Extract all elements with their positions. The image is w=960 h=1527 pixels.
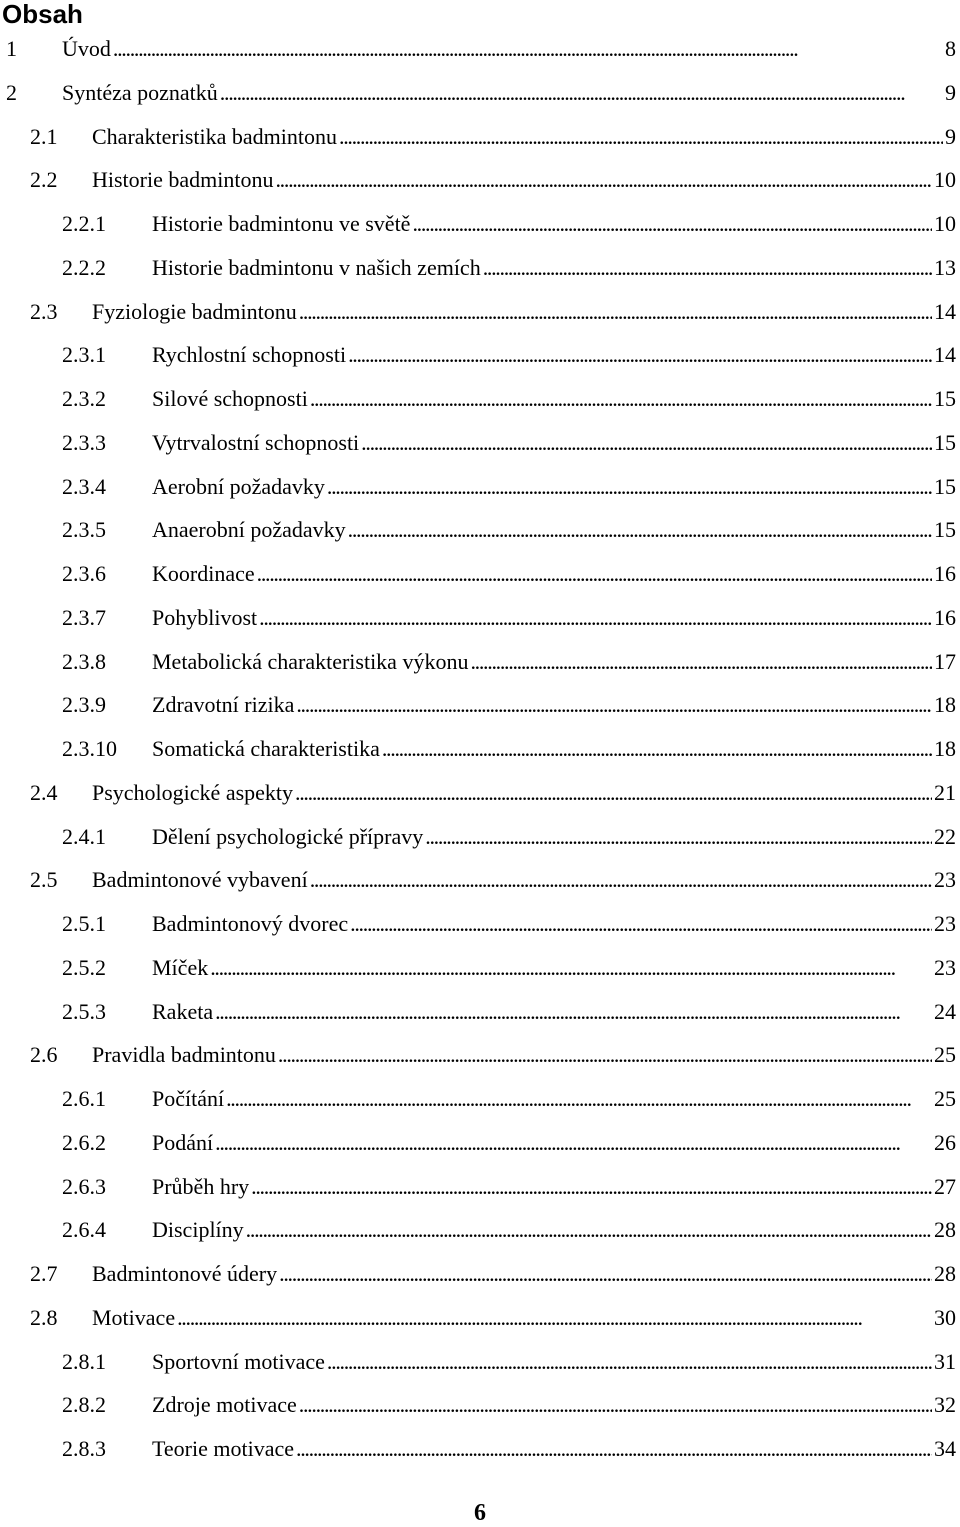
toc-entry-label: Sportovní motivace [152, 1348, 325, 1374]
toc-entry[interactable] [0, 1208, 960, 1252]
toc-entry-label: Charakteristika badmintonu [92, 123, 337, 149]
toc-entry[interactable] [0, 1383, 960, 1427]
toc-entry-page: 23 [934, 911, 956, 936]
toc-entry[interactable] [0, 858, 960, 902]
toc-dot-leader [177, 1296, 932, 1340]
toc-entry-number: 2.3.10 [62, 736, 117, 761]
toc-dot-leader [296, 1427, 932, 1471]
toc-entry-label: Anaerobní požadavky [152, 517, 346, 543]
toc-entry-number: 2.2.1 [62, 211, 106, 236]
toc-entry-number: 2.6.1 [62, 1086, 106, 1111]
toc-entry-number: 2.8 [30, 1304, 58, 1330]
toc-entry[interactable] [0, 377, 960, 421]
toc-entry-number: 2.3.9 [62, 692, 106, 718]
toc-entry-label: Fyziologie badmintonu [92, 298, 297, 324]
toc-entry-page: 16 [934, 561, 956, 586]
toc-entry[interactable] [0, 946, 960, 990]
toc-entry-number: 2.2.2 [62, 254, 106, 280]
toc-entry-page: 18 [934, 736, 956, 761]
toc-entry-number: 2.5.2 [62, 954, 106, 980]
toc-entry-page: 25 [934, 1042, 956, 1068]
toc-entry[interactable] [0, 815, 960, 859]
toc-dot-leader [327, 1340, 932, 1384]
toc-entry-page: 8 [945, 36, 956, 61]
toc-entry-page: 23 [934, 954, 956, 980]
toc-dot-leader [215, 1121, 932, 1165]
toc-entry-page: 26 [934, 1129, 956, 1155]
toc-entry-label: Teorie motivace [152, 1436, 295, 1461]
toc-entry-label: Pohyblivost [152, 604, 258, 630]
page-number: 6 [474, 1500, 486, 1526]
toc-dot-leader [295, 771, 932, 815]
toc-entry-label: Dělení psychologické přípravy [152, 823, 424, 849]
toc-entry-label: Míček [152, 954, 209, 980]
toc-entry-label: Disciplíny [152, 1217, 244, 1243]
toc-entry-number: 2.3.7 [62, 604, 106, 630]
toc-entry-number: 2.5 [30, 867, 58, 893]
toc-dot-leader [279, 1252, 932, 1296]
toc-entry-number: 2.3 [30, 298, 58, 324]
toc-entry-label: Silové schopnosti [152, 386, 308, 411]
toc-entry[interactable] [0, 902, 960, 946]
toc-entry-number: 2.8.1 [62, 1348, 106, 1374]
toc-entry-page: 24 [934, 998, 956, 1024]
toc-dot-leader [350, 902, 932, 946]
toc-entry[interactable] [0, 202, 960, 246]
toc-entry-page: 31 [934, 1348, 956, 1374]
toc-entry-number: 2.5.1 [62, 911, 106, 936]
toc-entry-label: Motivace [92, 1304, 176, 1330]
toc-entry-page: 17 [934, 648, 956, 674]
toc-entry-number: 2.3.1 [62, 342, 106, 368]
toc-dot-leader [275, 158, 932, 202]
toc-entry-number: 2.3.3 [62, 429, 106, 455]
toc-entry-page: 9 [945, 123, 956, 149]
toc-entry-label: Badmintonový dvorec [152, 911, 349, 936]
toc-dot-leader [339, 115, 943, 159]
toc-entry[interactable] [0, 1252, 960, 1296]
table-of-contents [0, 27, 960, 1471]
toc-entry-page: 23 [934, 867, 956, 893]
toc-entry[interactable] [0, 246, 960, 290]
toc-entry[interactable] [0, 596, 960, 640]
toc-entry-label: Aerobní požadavky [152, 473, 325, 499]
toc-dot-leader [220, 71, 943, 115]
toc-entry[interactable] [0, 683, 960, 727]
toc-entry-page: 14 [934, 298, 956, 324]
toc-entry-number: 2.6.4 [62, 1217, 106, 1243]
toc-entry[interactable] [0, 1165, 960, 1209]
toc-entry-page: 28 [934, 1217, 956, 1243]
toc-dot-leader [348, 508, 932, 552]
toc-entry[interactable] [0, 771, 960, 815]
toc-entry[interactable] [0, 1077, 960, 1121]
toc-entry-number: 2.3.8 [62, 648, 106, 674]
toc-entry[interactable] [0, 333, 960, 377]
toc-entry-label: Historie badmintonu [92, 167, 274, 193]
toc-entry[interactable] [0, 508, 960, 552]
toc-dot-leader [113, 27, 943, 71]
toc-entry-number: 2 [6, 79, 17, 105]
toc-entry-page: 30 [934, 1304, 956, 1330]
toc-entry-page: 15 [934, 473, 956, 499]
toc-entry-page: 15 [934, 386, 956, 411]
toc-entry[interactable] [0, 1427, 960, 1471]
toc-dot-leader [246, 1208, 932, 1252]
toc-entry[interactable] [0, 115, 960, 159]
toc-entry-label: Historie badmintonu v našich zemích [152, 254, 481, 280]
toc-dot-leader [210, 946, 932, 990]
toc-entry-label: Badmintonové údery [92, 1261, 278, 1286]
toc-entry-number: 2.1 [30, 123, 58, 149]
toc-dot-leader [425, 815, 932, 859]
toc-entry-label: Úvod [62, 36, 111, 61]
toc-entry-label: Somatická charakteristika [152, 736, 380, 761]
toc-entry[interactable] [0, 990, 960, 1034]
toc-entry-label: Pravidla badmintonu [92, 1042, 276, 1068]
toc-entry-page: 32 [934, 1392, 956, 1418]
toc-entry[interactable] [0, 27, 960, 71]
toc-entry-page: 27 [934, 1173, 956, 1199]
toc-entry-number: 2.5.3 [62, 998, 106, 1024]
toc-dot-leader [361, 421, 932, 465]
toc-entry[interactable] [0, 1121, 960, 1165]
toc-entry-page: 34 [934, 1436, 956, 1461]
toc-dot-leader [215, 990, 932, 1034]
toc-entry-label: Metabolická charakteristika výkonu [152, 648, 469, 674]
toc-dot-leader [226, 1077, 932, 1121]
toc-entry-number: 2.4.1 [62, 823, 106, 849]
toc-dot-leader [412, 202, 932, 246]
toc-entry-label: Rychlostní schopnosti [152, 342, 347, 368]
toc-entry[interactable] [0, 465, 960, 509]
toc-entry-label: Zdravotní rizika [152, 692, 295, 718]
toc-dot-leader [310, 377, 932, 421]
toc-entry-number: 2.3.4 [62, 473, 106, 499]
toc-entry[interactable] [0, 1033, 960, 1077]
toc-dot-leader [259, 596, 932, 640]
toc-entry-label: Historie badmintonu ve světě [152, 211, 411, 236]
toc-entry[interactable] [0, 421, 960, 465]
toc-dot-leader [348, 333, 932, 377]
toc-entry-label: Zdroje motivace [152, 1392, 297, 1418]
toc-entry-page: 16 [934, 604, 956, 630]
toc-entry-number: 2.3.2 [62, 386, 106, 411]
toc-entry-label: Raketa [152, 998, 214, 1024]
toc-entry[interactable] [0, 1296, 960, 1340]
toc-entry-number: 2.8.2 [62, 1392, 106, 1418]
toc-dot-leader [296, 683, 932, 727]
toc-dot-leader [299, 290, 932, 334]
toc-entry-number: 2.3.5 [62, 517, 106, 543]
toc-entry-number: 2.3.6 [62, 561, 106, 586]
toc-entry-number: 2.6 [30, 1042, 58, 1068]
toc-entry-number: 2.6.2 [62, 1129, 106, 1155]
toc-entry-page: 13 [934, 254, 956, 280]
toc-entry-number: 2.8.3 [62, 1436, 106, 1461]
toc-entry-page: 10 [934, 211, 956, 236]
toc-dot-leader [310, 858, 932, 902]
toc-entry[interactable] [0, 727, 960, 771]
toc-entry-number: 1 [6, 36, 17, 61]
toc-entry-number: 2.6.3 [62, 1173, 106, 1199]
toc-entry-label: Koordinace [152, 561, 255, 586]
toc-entry-page: 25 [934, 1086, 956, 1111]
toc-entry[interactable] [0, 71, 960, 115]
toc-dot-leader [470, 640, 932, 684]
toc-dot-leader [257, 552, 932, 596]
toc-entry-page: 28 [934, 1261, 956, 1286]
toc-entry[interactable] [0, 640, 960, 684]
toc-entry-page: 18 [934, 692, 956, 718]
toc-entry-label: Průběh hry [152, 1173, 250, 1199]
toc-dot-leader [299, 1383, 932, 1427]
toc-entry-number: 2.7 [30, 1261, 58, 1286]
toc-entry-label: Syntéza poznatků [62, 79, 218, 105]
toc-dot-leader [251, 1165, 932, 1209]
toc-entry-label: Badmintonové vybavení [92, 867, 308, 893]
toc-dot-leader [483, 246, 932, 290]
toc-entry-label: Vytrvalostní schopnosti [152, 429, 360, 455]
toc-entry-page: 15 [934, 429, 956, 455]
toc-entry[interactable] [0, 158, 960, 202]
toc-entry-label: Podání [152, 1129, 214, 1155]
toc-entry-number: 2.2 [30, 167, 58, 193]
toc-entry-page: 10 [934, 167, 956, 193]
page-title: Obsah [2, 0, 83, 29]
toc-dot-leader [382, 727, 932, 771]
toc-entry[interactable] [0, 552, 960, 596]
toc-entry-page: 9 [945, 79, 956, 105]
toc-entry-page: 22 [934, 823, 956, 849]
toc-entry-number: 2.4 [30, 779, 58, 805]
toc-entry-page: 14 [934, 342, 956, 368]
toc-entry[interactable] [0, 290, 960, 334]
toc-entry-page: 15 [934, 517, 956, 543]
toc-entry-label: Psychologické aspekty [92, 779, 294, 805]
toc-dot-leader [278, 1033, 932, 1077]
toc-entry-page: 21 [934, 779, 956, 805]
toc-dot-leader [327, 465, 932, 509]
toc-entry-label: Počítání [152, 1086, 225, 1111]
toc-entry[interactable] [0, 1340, 960, 1384]
